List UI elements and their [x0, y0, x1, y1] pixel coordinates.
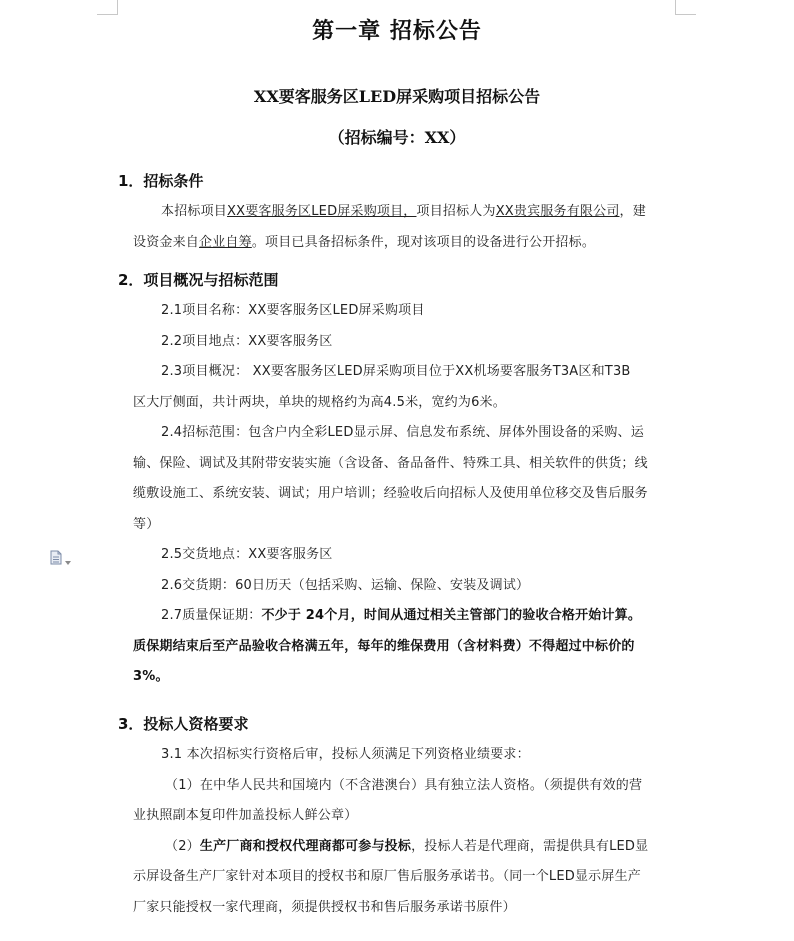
section-heading-1: 1．招标条件 [118, 172, 204, 190]
item-3-1-2-number: （2） [165, 838, 200, 854]
item-2-1: 2.1项目名称：XX要客服务区LED屏采购项目 [161, 303, 425, 318]
item-2-4-line-1: 2.4招标范围：包含户内全彩LED显示屏、信息发布系统、屏体外围设备的采购、运 [161, 425, 644, 440]
item-2-7-line-2: 质保期结束后至产品验收合格满五年，每年的维保费用（含材料费）不得超过中标价的 [133, 638, 635, 654]
item-3-1: 3.1 本次招标实行资格后审，投标人须满足下列资格业绩要求： [161, 747, 530, 762]
item-2-3-line-2: 区大厅侧面，共计两块，单块的规格约为高4.5米，宽约为6米。 [133, 394, 506, 410]
page-corner-marker-right [675, 0, 696, 15]
item-2-7-label: 2.7质量保证期： [161, 608, 262, 623]
item-2-7-line-1: 不少于 24个月，时间从通过相关主管部门的验收合格开始计算。 [261, 608, 642, 623]
item-3-1-1-line-1: （1）在中华人民共和国境内（不含港澳台）具有独立法人资格。（须提供有效的营 [165, 777, 643, 793]
announcement-title: XX要客服务区LED屏采购项目招标公告 [253, 87, 541, 106]
document-options-button[interactable] [50, 550, 80, 568]
item-2-6: 2.6交货期：60日历天（包括采购、运输、保险、安装及调试） [161, 577, 530, 593]
text-segment: 设资金来自 [133, 234, 200, 250]
page-corner-marker-left [97, 0, 118, 15]
item-2-4-line-2: 输、保险、调试及其附带安装实施（含设备、备品备件、特殊工具、相关软件的供货；线 [133, 455, 648, 471]
item-2-4-line-4: 等） [133, 516, 160, 532]
item-2-5: 2.5交货地点：XX要客服务区 [161, 547, 333, 562]
section-heading-2: 2．项目概况与招标范围 [118, 271, 279, 289]
paragraph-project-overview [133, 296, 677, 693]
text-segment: 。项目已具备招标条件，现对该项目的设备进行公开招标。 [251, 234, 596, 250]
item-2-7-line-3: 3%。 [133, 669, 169, 684]
item-3-1-2-line-1: ，投标人若是代理商，需提供具有LED显 [411, 838, 649, 854]
section-heading-3: 3．投标人资格要求 [118, 715, 249, 733]
item-3-1-2-line-2: 示屏设备生产厂家针对本项目的授权书和原厂售后服务承诺书。（同一个LED显示屏生产 [133, 869, 641, 884]
item-2-3-line-1: 2.3项目概况： XX要客服务区LED屏采购项目位于XX机场要客服务T3A区和T3B [161, 364, 631, 379]
item-3-1-1-line-2: 业执照副本复印件加盖投标人鲜公章） [133, 808, 358, 823]
chapter-title: 第一章 招标公告 [312, 18, 482, 44]
item-2-2: 2.2项目地点：XX要客服务区 [161, 333, 333, 349]
text-segment: 项目招标人为 [416, 204, 496, 219]
text-segment: ，建 [619, 204, 646, 219]
paragraph-bid-conditions [133, 197, 677, 258]
dropdown-arrow-icon [65, 550, 71, 569]
paragraph-bidder-qualifications [133, 740, 677, 923]
project-name-underlined: XX要客服务区LED屏采购项目， [227, 204, 417, 219]
document-icon [50, 550, 62, 569]
item-2-4-line-3: 缆敷设施工、系统安装、调试；用户培训；经验收后向招标人及使用单位移交及售后服务 [133, 486, 648, 501]
tenderer-name-underlined: XX贵宾服务有限公司 [495, 204, 620, 219]
text-segment: 本招标项目 [161, 204, 228, 219]
bid-number: （招标编号：XX） [328, 128, 466, 147]
funding-source-underlined: 企业自筹 [199, 234, 252, 250]
item-3-1-2-bold: 生产厂商和授权代理商都可参与投标 [199, 838, 412, 854]
item-3-1-2-line-3: 厂家只能授权一家代理商，须提供授权书和售后服务承诺书原件） [133, 899, 516, 915]
